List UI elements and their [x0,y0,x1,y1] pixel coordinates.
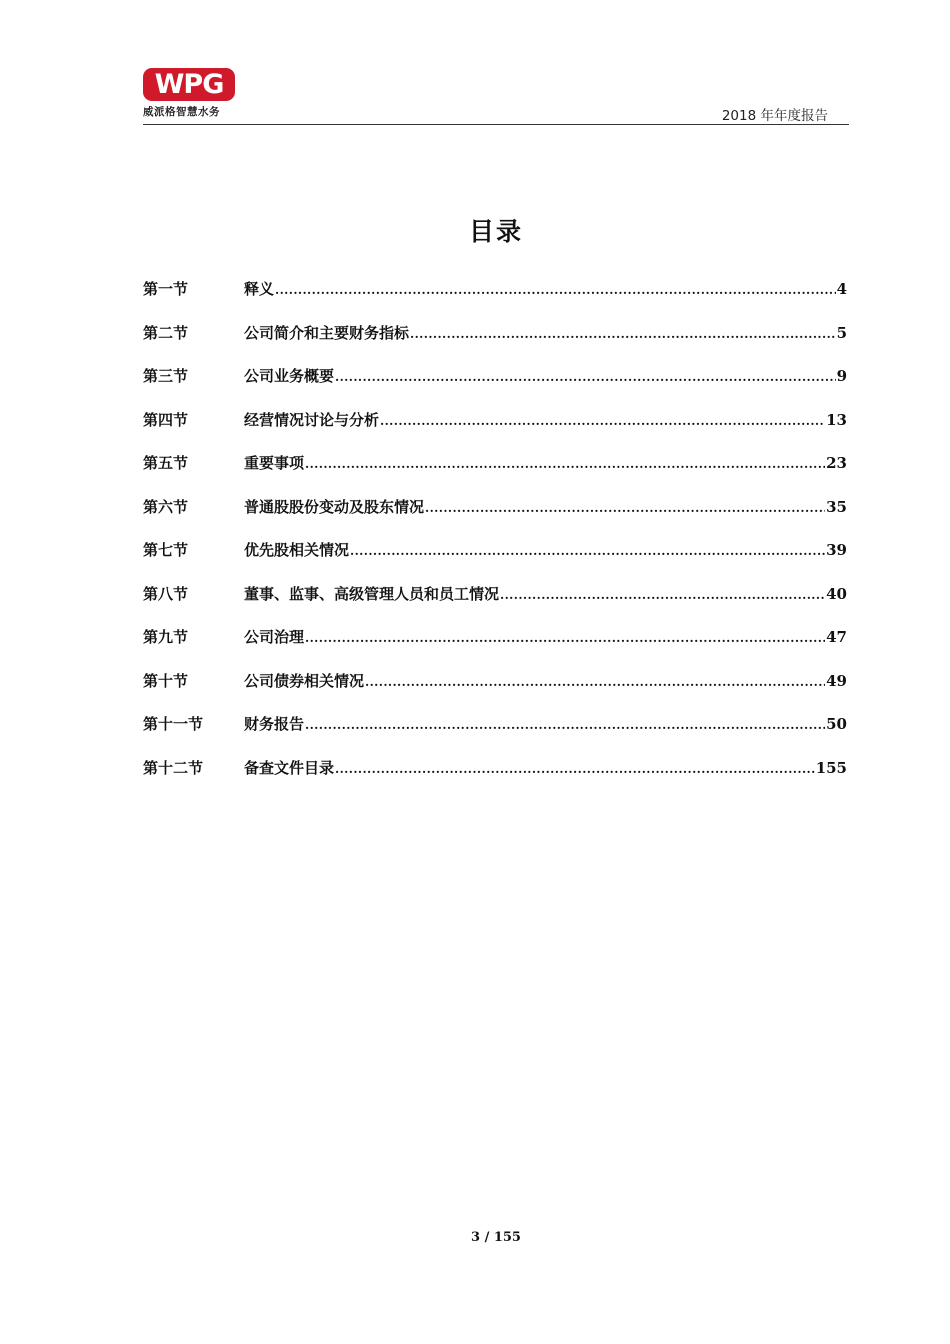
toc-page-number: 5 [836,323,847,342]
company-logo [143,68,237,119]
toc-item[interactable] [143,278,847,322]
toc-list [143,278,847,800]
toc-section-number: 第十二节 [143,758,204,777]
toc-section-number: 第八节 [143,584,189,603]
toc-page-number: 39 [826,541,847,559]
toc-label: 释义 [244,280,275,298]
toc-label: 董事、监事、高级管理人员和员工情况 [244,584,500,603]
toc-section-number: 第二节 [143,323,189,342]
toc-section-number: 第九节 [143,628,189,646]
toc-item[interactable] [143,365,847,409]
toc-item[interactable] [143,452,847,496]
toc-item[interactable] [143,583,847,627]
toc-dot-leader [275,279,836,301]
toc-dot-leader [305,714,825,736]
toc-label: 普通股股份变动及股东情况 [244,497,425,516]
toc-page-number: 23 [826,454,847,472]
logo-badge: WPG [143,68,235,101]
toc-section-number: 第七节 [143,541,189,559]
toc-page-number: 47 [826,628,847,646]
toc-section-number: 第五节 [143,454,189,472]
toc-dot-leader [380,410,825,432]
toc-item[interactable] [143,757,847,801]
toc-dot-leader [335,758,815,780]
toc-page-number: 35 [826,497,847,516]
toc-label: 公司治理 [244,628,305,646]
toc-section-number: 第十一节 [143,715,204,733]
toc-dot-leader [425,497,825,519]
toc-label: 经营情况讨论与分析 [244,410,380,429]
page-indicator: 3 / 155 [471,1230,521,1245]
toc-item[interactable] [143,322,847,366]
toc-item[interactable] [143,409,847,453]
toc-page-number: 9 [836,367,847,385]
toc-item[interactable] [143,626,847,670]
toc-item[interactable] [143,539,847,583]
toc-page-number: 49 [826,671,847,690]
report-title: 2018 年年度报告 [721,108,828,124]
toc-dot-leader [350,540,825,562]
toc-section-number: 第四节 [143,410,189,429]
toc-section-number: 第三节 [143,367,189,385]
toc-section-number: 第一节 [143,280,189,298]
toc-label: 公司简介和主要财务指标 [244,323,410,342]
toc-label: 公司债券相关情况 [244,671,365,690]
toc-title: 目录 [468,217,523,246]
toc-page-number: 40 [826,584,847,603]
toc-dot-leader [305,627,825,649]
toc-label: 备查文件目录 [244,758,335,777]
toc-page-number: 50 [826,715,847,733]
toc-item[interactable] [143,670,847,714]
toc-item[interactable] [143,713,847,757]
toc-dot-leader [410,323,836,345]
toc-item[interactable] [143,496,847,540]
toc-dot-leader [365,671,825,693]
toc-label: 优先股相关情况 [244,541,350,559]
toc-page-number: 13 [826,410,847,429]
toc-section-number: 第六节 [143,497,189,516]
header-divider [143,124,849,125]
toc-dot-leader [335,366,836,388]
toc-label: 财务报告 [244,715,305,733]
toc-label: 公司业务概要 [244,367,335,385]
toc-page-number: 155 [815,758,847,777]
toc-label: 重要事项 [244,454,305,472]
toc-dot-leader [500,584,825,606]
logo-subtitle: 威派格智慧水务 [143,106,220,118]
toc-page-number: 4 [836,280,847,298]
toc-dot-leader [305,453,825,475]
toc-section-number: 第十节 [143,671,189,690]
